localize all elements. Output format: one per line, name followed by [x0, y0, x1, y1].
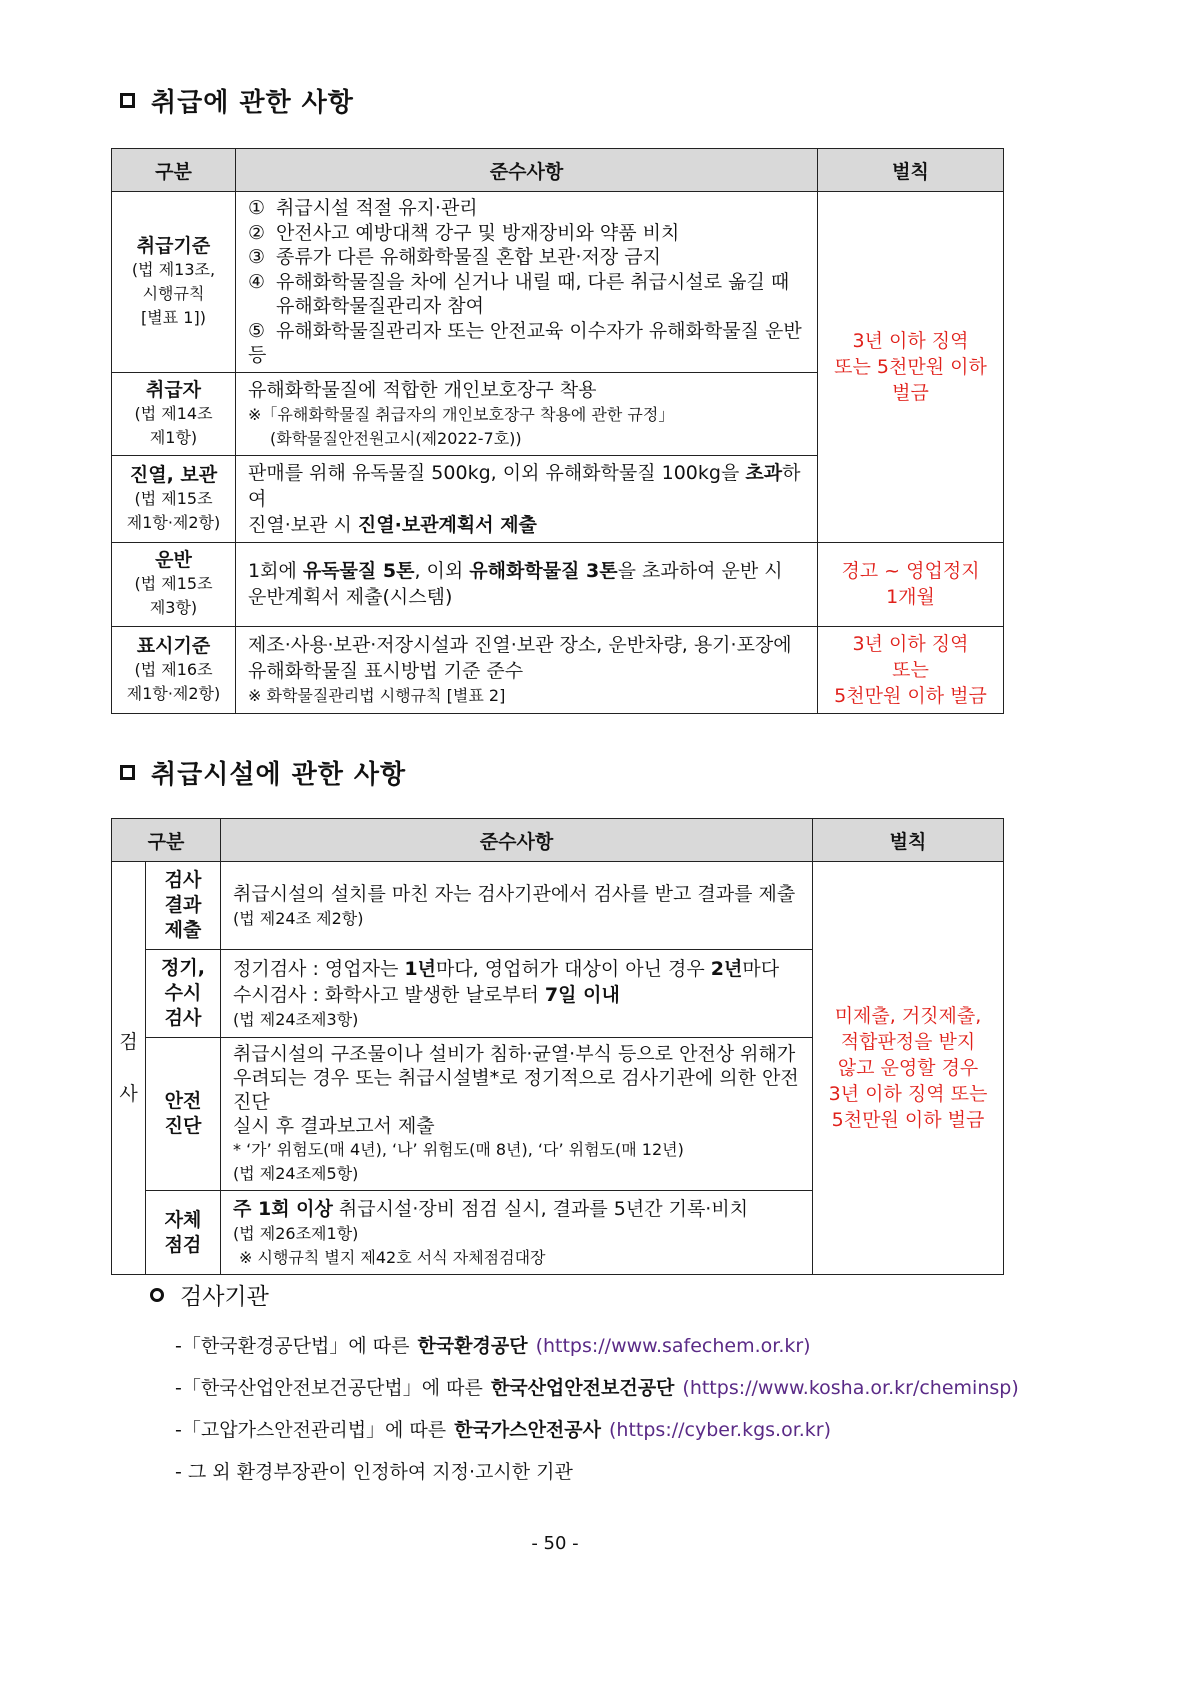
section1-title: 취급에 관한 사항 — [120, 82, 354, 119]
header-requirements: 준수사항 — [221, 819, 813, 862]
row-requirements: 취급시설의 구조물이나 설비가 침하·균열·부식 등으로 안전상 위해가 우려되는 경우 또는 취급시설별*로 정기적으로 검사기관에 의한 안전진단 실시 후 결과보고서 제출 * ‘가’ 위험도(매 4년), ‘나’ 위험도(매 8년), ‘다’ 위험도(매 12년) (법 제24조제5항) — [221, 1038, 813, 1191]
penalty-cell: 경고 ~ 영업정지 1개월 — [818, 542, 1004, 626]
list-item: ③ 종류가 다른 유해화학물질 혼합 보관·저장 금지 — [248, 246, 661, 268]
row-requirements: 1회에 유독물질 5톤, 이외 유해화학물질 3톤을 초과하여 운반 시 운반계획서 제출(시스템) — [236, 542, 818, 626]
row-category: 취급기준 (법 제13조, 시행규칙 [별표 1]) — [112, 192, 236, 373]
header-category: 구분 — [112, 149, 236, 192]
table-row — [112, 542, 1004, 626]
agencies-title: 검사기관 — [150, 1278, 269, 1311]
row-category: 운반 (법 제15조 제3항) — [112, 542, 236, 626]
vertical-category: 검 사 — [112, 862, 146, 1275]
row-category: 검사 결과 제출 — [146, 862, 221, 950]
agency-link[interactable]: (https://www.kosha.or.kr/cheminsp) — [682, 1377, 1019, 1399]
header-penalty: 벌칙 — [818, 149, 1004, 192]
row-requirements: 정기검사 : 영업자는 1년마다, 영업허가 대상이 아닌 경우 2년마다 수시검사 : 화학사고 발생한 날로부터 7일 이내 (법 제24조제3항) — [221, 950, 813, 1038]
list-item: 유해화학물질관리자 참여 — [276, 295, 484, 317]
agency-link[interactable]: (https://www.safechem.or.kr) — [535, 1335, 811, 1357]
table-row — [112, 626, 1004, 713]
penalty-cell: 미제출, 거짓제출, 적합판정을 받지 않고 운영할 경우 3년 이하 징역 또는 5천만원 이하 벌금 — [813, 862, 1004, 1275]
header-category: 구분 — [112, 819, 221, 862]
facility-table — [111, 818, 1004, 1275]
table-header-row — [112, 819, 1004, 862]
row-category: 자체 점검 — [146, 1191, 221, 1275]
page-number: - 50 - — [531, 1533, 579, 1554]
list-item: ④ 유해화학물질을 차에 싣거나 내릴 때, 다른 취급시설로 옮길 때 — [248, 270, 790, 293]
penalty-cell: 3년 이하 징역 또는 5천만원 이하 벌금 — [818, 626, 1004, 713]
table-header-row — [112, 149, 1004, 192]
header-penalty: 벌칙 — [813, 819, 1004, 862]
row-category: 표시기준 (법 제16조 제1항·제2항) — [112, 626, 236, 713]
row-requirements: 취급시설의 설치를 마친 자는 검사기관에서 검사를 받고 결과를 제출 (법 제24조 제2항) — [221, 862, 813, 950]
handling-table — [111, 148, 1004, 714]
row-requirements: 주 1회 이상 취급시설·장비 점검 실시, 결과를 5년간 기록·비치 (법 제26조제1항) ※ 시행규칙 별지 제42호 서식 자체점검대장 — [221, 1191, 813, 1275]
list-item: -「한국환경공단법」에 따른 한국환경공단 (https://www.safechem.or.kr) — [175, 1335, 811, 1357]
agency-link[interactable]: (https://cyber.kgs.or.kr) — [609, 1419, 832, 1441]
list-item: ① 취급시설 적절 유지·관리 — [248, 197, 478, 219]
row-category: 안전 진단 — [146, 1038, 221, 1191]
list-item: ⑤ 유해화학물질관리자 또는 안전교육 이수자가 유해화학물질 운반 등 — [248, 319, 802, 366]
agency-list — [175, 1325, 1019, 1493]
row-category: 정기, 수시 검사 — [146, 950, 221, 1038]
section2-title: 취급시설에 관한 사항 — [120, 754, 406, 791]
table-row — [112, 192, 1004, 373]
row-requirements: 제조·사용·보관·저장시설과 진열·보관 장소, 운반차량, 용기·포장에 유해화학물질 표시방법 기준 준수 ※ 화학물질관리법 시행규칙 [별표 2] — [236, 626, 818, 713]
row-category: 취급자 (법 제14조 제1항) — [112, 372, 236, 455]
penalty-cell: 3년 이하 징역 또는 5천만원 이하 벌금 — [818, 192, 1004, 543]
row-requirements — [236, 192, 818, 373]
row-requirements: 유해화학물질에 적합한 개인보호장구 착용 ※「유해화학물질 취급자의 개인보호장구 착용에 관한 규정」 (화학물질안전원고시(제2022-7호)) — [236, 372, 818, 455]
circle-bullet-icon — [150, 1288, 164, 1302]
list-item: - 그 외 환경부장관이 인정하여 지정·고시한 기관 — [175, 1461, 573, 1483]
list-item: -「고압가스안전관리법」에 따른 한국가스안전공사 (https://cyber.kgs.or.kr) — [175, 1419, 832, 1441]
header-requirements: 준수사항 — [236, 149, 818, 192]
list-item: ② 안전사고 예방대책 강구 및 방재장비와 약품 비치 — [248, 221, 680, 244]
table-row — [112, 862, 1004, 950]
list-item: -「한국산업안전보건공단법」에 따른 한국산업안전보건공단 (https://www.kosha.or.kr/cheminsp) — [175, 1377, 1019, 1399]
row-category: 진열, 보관 (법 제15조 제1항·제2항) — [112, 455, 236, 542]
checkbox-square-icon — [120, 765, 135, 780]
row-requirements: 판매를 위해 유독물질 500kg, 이외 유해화학물질 100kg을 초과하여 진열·보관 시 진열·보관계획서 제출 — [236, 455, 818, 542]
checkbox-square-icon — [120, 93, 135, 108]
